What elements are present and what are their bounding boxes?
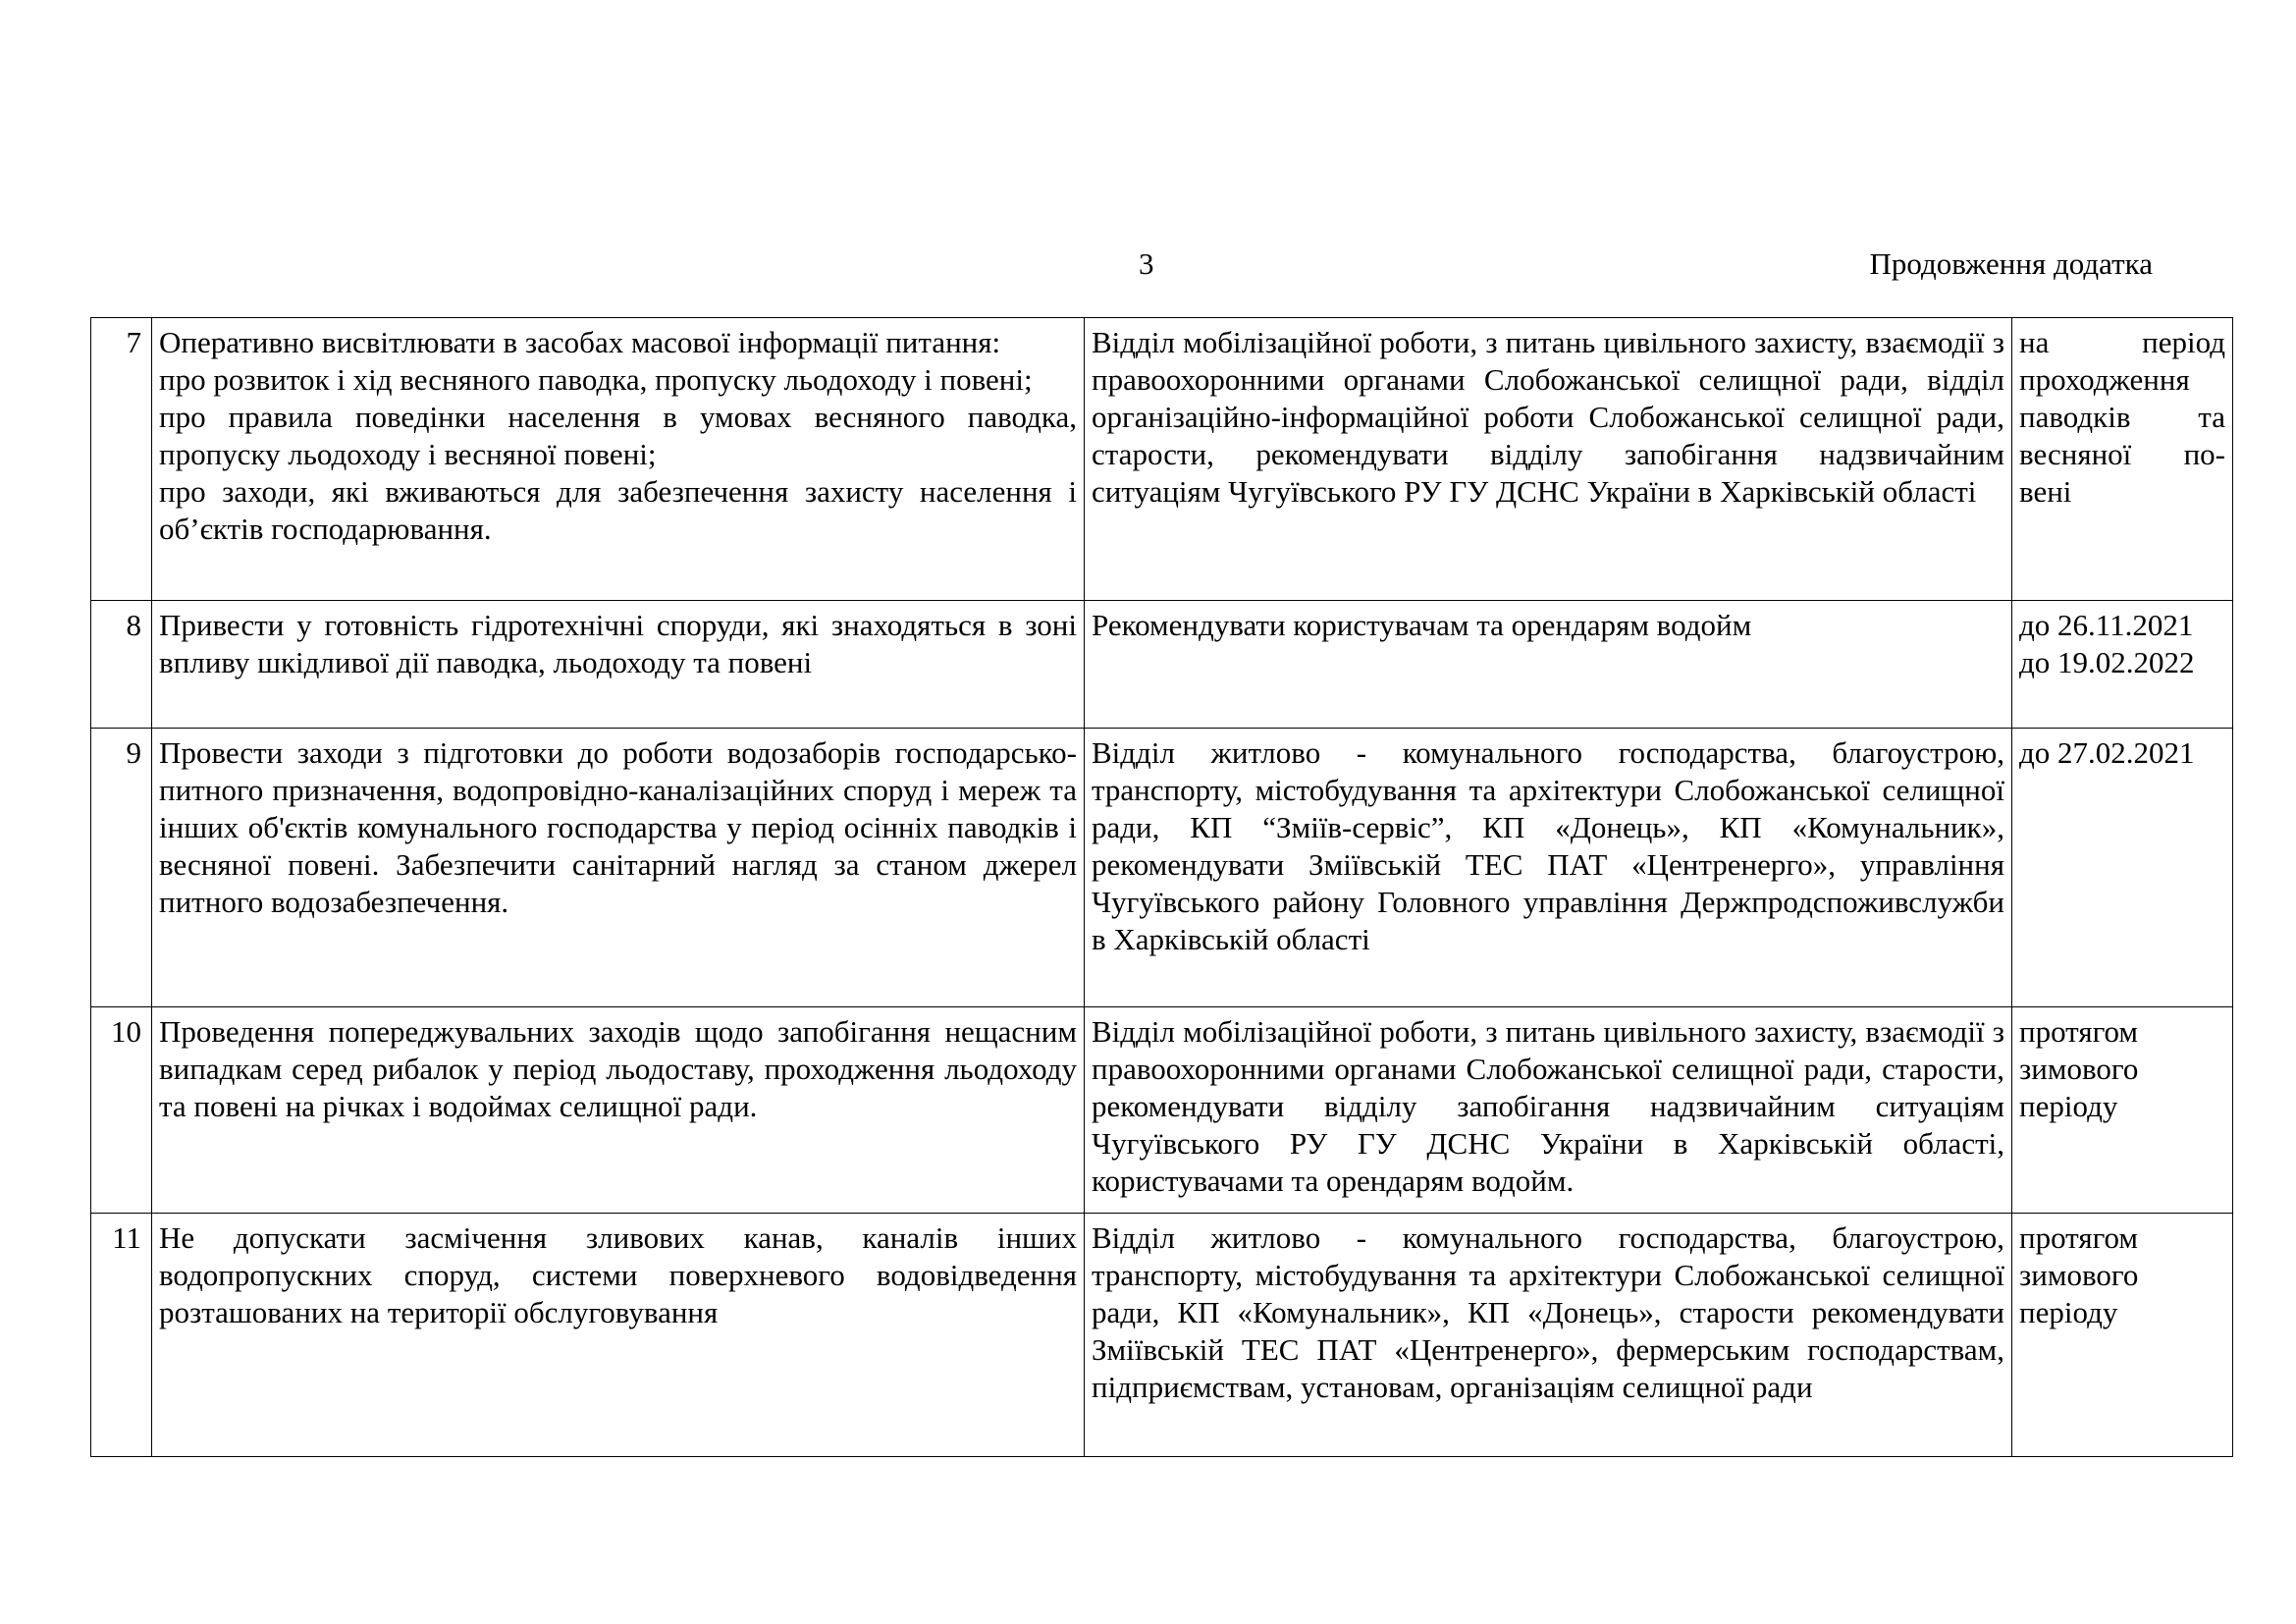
responsible-cell: Відділ мобілізаційної роботи, з питань цивільного захисту, взаємодії з правоохоронними органами Слобожанської селищної ради, відділ організаційно-інформаційної роботи Слобожанської селищної ради, старости, рекомендувати відділу запобігання надзвичайним ситуаціям Чугуївського РУ ГУ ДСНС України в Харківській області <box>1085 318 2012 601</box>
term-cell: протягом зимового періоду <box>2012 1007 2233 1214</box>
responsible-cell: Відділ мобілізаційної роботи, з питань цивільного захисту, взаємодії з правоохоронними органами Слобожанської селищної ради, старости, рекомендувати відділу запобігання надзвичайним ситуаціям Чугуївського РУ ГУ ДСНС України в Харківській області, користувачами та орендарям водойм. <box>1085 1007 2012 1214</box>
responsible-cell: Відділ житлово - комунального господарства, благоустрою, транспорту, містобудування та архітектури Слобожанської селищної ради, КП “Зміїв-сервіс”, КП «Донець», КП «Комунальник», рекомендувати Зміївській ТЕС ПАТ «Центренерго», управління Чугуївського району Головного управління Держпродспоживслужби в Харківській області <box>1085 729 2012 1007</box>
term-cell: до 27.02.2021 <box>2012 729 2233 1007</box>
row-number: 8 <box>91 601 152 729</box>
table-row <box>91 1007 2233 1214</box>
measure-cell: Провести заходи з підготовки до роботи водозаборів господарсько-питного призначення, водопровідно-каналізаційних споруд і мереж та інших об'єктів комунального господарства у період осінніх паводків і весняної повені. Забезпечити санітарний нагляд за станом джерел питного водозабезпечення. <box>152 729 1085 1007</box>
measure-cell: Оперативно висвітлювати в засобах масової інформації питання: про розвиток і хід весняного паводка, пропуску льодоходу і повені; про правила поведінки населення в умовах весняного паводка, пропуску льодоходу і весняної повені; про заходи, які вживаються для забезпечення захисту населення і об’єктів господарювання. <box>152 318 1085 601</box>
responsible-cell: Відділ житлово - комунального господарства, благоустрою, транспорту, містобудування та архітектури Слобожанської селищної ради, КП «Комунальник», КП «Донець», старости рекомендувати Зміївській ТЕС ПАТ «Центренерго», фермерським господарствам, підприємствам, установам, організаціям селищної ради <box>1085 1214 2012 1457</box>
measure-cell: Не допускати засмічення зливових канав, каналів інших водопропускних споруд, системи поверхневого водовідведення розташованих на території обслуговування <box>152 1214 1085 1457</box>
row-number: 11 <box>91 1214 152 1457</box>
row-number: 7 <box>91 318 152 601</box>
measure-cell: Проведення попереджувальних заходів щодо запобігання нещасним випадкам серед рибалок у період льодоставу, проходження льодоходу та повені на річках і водоймах селищної ради. <box>152 1007 1085 1214</box>
term-cell: до 26.11.2021 до 19.02.2022 <box>2012 601 2233 729</box>
table-row <box>91 729 2233 1007</box>
responsible-cell: Рекомендувати користувачам та орендарям водойм <box>1085 601 2012 729</box>
page-number: 3 <box>1139 246 1154 281</box>
table-row <box>91 601 2233 729</box>
measure-cell: Привести у готовність гідротехнічні споруди, які знаходяться в зоні впливу шкідливої дії паводка, льодоходу та повені <box>152 601 1085 729</box>
row-number: 9 <box>91 729 152 1007</box>
continuation-label: Продовження додатка <box>1869 246 2153 281</box>
term-cell: протягом зимового періоду <box>2012 1214 2233 1457</box>
measures-table <box>90 317 2233 1457</box>
table-row <box>91 1214 2233 1457</box>
row-number: 10 <box>91 1007 152 1214</box>
term-cell: на період проходження паводків та весняної по-вені <box>2012 318 2233 601</box>
table-row <box>91 318 2233 601</box>
